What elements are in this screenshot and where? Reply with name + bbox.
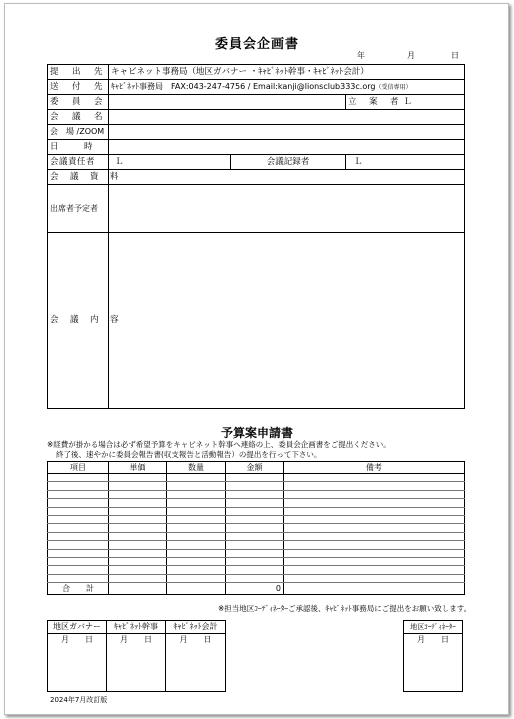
table-row xyxy=(48,549,465,557)
value-recorder[interactable]: Ｌ xyxy=(346,155,465,170)
table-row xyxy=(48,490,465,498)
value-sekininsha[interactable]: Ｌ xyxy=(109,155,231,170)
budget-col-amount: 金額 xyxy=(226,462,284,474)
planner-label: 立 案 者 xyxy=(348,96,401,107)
table-row xyxy=(48,507,465,515)
row-kaijo xyxy=(48,125,465,140)
row-shussekisha xyxy=(48,185,465,233)
label-kaigimei: 会 議 名 xyxy=(48,110,109,125)
value-shiryo[interactable] xyxy=(109,170,465,185)
budget-table xyxy=(47,461,465,595)
row-shiryo xyxy=(48,170,465,185)
budget-total-value: 0 xyxy=(226,583,284,595)
table-row xyxy=(48,574,465,582)
budget-total-row xyxy=(48,583,465,595)
coordinator-approval-table xyxy=(403,620,463,692)
stamp-treasurer[interactable] xyxy=(166,647,226,692)
label-nichiji: 日 時 xyxy=(48,140,109,155)
soufusaki-note: （受信専用） xyxy=(375,84,412,91)
value-shussekisha[interactable] xyxy=(109,185,465,233)
row-naiyo xyxy=(48,233,465,409)
stamp-governor[interactable] xyxy=(48,647,107,692)
table-row xyxy=(48,566,465,574)
planner-value: Ｌ xyxy=(403,96,412,107)
budget-col-unit-price: 単価 xyxy=(109,462,167,474)
table-row xyxy=(48,499,465,507)
approval-header-secretary: ｷｬﾋﾞﾈｯﾄ幹事 xyxy=(107,621,166,634)
date-month: 月 xyxy=(407,51,415,60)
value-nichiji[interactable] xyxy=(109,140,465,155)
budget-col-item: 項目 xyxy=(48,462,109,474)
date-year: 年 xyxy=(357,51,365,60)
label-naiyo: 会 議 内 容 xyxy=(48,233,109,409)
budget-header-row xyxy=(48,462,465,474)
table-row xyxy=(48,482,465,490)
row-teishutsusaki xyxy=(48,65,465,80)
value-naiyo[interactable] xyxy=(109,233,465,409)
value-kaigimei[interactable] xyxy=(109,110,465,125)
value-teishutsusaki: キャビネット事務局（地区ガバナー ・ｷｬﾋﾞﾈｯﾄ幹事・ｷｬﾋﾞﾈｯﾄ会計） xyxy=(109,65,465,80)
budget-col-remarks: 備考 xyxy=(284,462,465,474)
approval-date-governor: 月 日 xyxy=(48,634,107,647)
row-soufusaki xyxy=(48,80,465,95)
table-row xyxy=(48,557,465,565)
soufusaki-contact: ｷｬﾋﾞﾈｯﾄ事務局 FAX:043-247-4756 / Email:kanji@lionsclub333c.org xyxy=(111,82,376,91)
date-day: 日 xyxy=(451,51,459,60)
approval-header-treasurer: ｷｬﾋﾞﾈｯﾄ会計 xyxy=(166,621,226,634)
table-row xyxy=(48,515,465,523)
stamp-secretary[interactable] xyxy=(107,647,166,692)
row-kaigimei xyxy=(48,110,465,125)
submission-footnote: ※担当地区ｺｰﾃﾞｨﾈｰﾀｰご承認後、ｷｬﾋﾞﾈｯﾄ事務局にご提出をお願い致します。 xyxy=(218,604,472,613)
label-recorder: 会議記録者 xyxy=(231,155,346,170)
table-row xyxy=(48,524,465,532)
budget-total-label: 合 計 xyxy=(48,583,109,595)
approval-header-governor: 地区ガバナー xyxy=(48,621,107,634)
budget-note-1: ※経費が掛かる場合は必ず希望予算をキャビネット幹事へ連絡の上、委員会企画書をご提出ください。 xyxy=(47,440,391,449)
approval-table xyxy=(47,620,226,692)
label-kaijo: 会 場 /ZOOM xyxy=(48,125,109,140)
row-iinkai xyxy=(48,95,465,110)
row-nichiji xyxy=(48,140,465,155)
table-row xyxy=(48,532,465,540)
form-title: 委員会企画書 xyxy=(214,37,299,52)
value-kaijo[interactable] xyxy=(109,125,465,140)
row-sekininsha xyxy=(48,155,465,170)
value-iinkai[interactable] xyxy=(109,95,346,110)
table-row xyxy=(48,474,465,482)
approval-date-treasurer: 月 日 xyxy=(166,634,226,647)
committee-plan-table xyxy=(47,64,465,409)
label-soufusaki: 送 付 先 xyxy=(48,80,109,95)
value-soufusaki xyxy=(109,80,465,95)
budget-col-quantity: 数量 xyxy=(167,462,226,474)
coordinator-header: 地区ｺｰﾃﾞｨﾈｰﾀｰ xyxy=(404,621,463,634)
label-shiryo: 会 議 資 料 xyxy=(48,170,109,185)
stamp-coordinator[interactable] xyxy=(404,647,463,692)
label-teishutsusaki: 提 出 先 xyxy=(48,65,109,80)
label-sekininsha: 会議責任者 xyxy=(48,155,109,170)
coordinator-date: 月 日 xyxy=(404,634,463,647)
budget-note-2: 終了後、速やかに委員会報告書(収支報告と活動報告）の提出を行って下さい。 xyxy=(56,450,322,459)
edition-label: 2024年7月改訂版 xyxy=(50,696,108,704)
label-shussekisha: 出席者予定者 xyxy=(48,185,109,233)
approval-date-secretary: 月 日 xyxy=(107,634,166,647)
planner-cell[interactable] xyxy=(346,95,465,110)
label-iinkai: 委 員 会 xyxy=(48,95,109,110)
table-row xyxy=(48,541,465,549)
budget-title: 予算案申請書 xyxy=(220,426,293,440)
